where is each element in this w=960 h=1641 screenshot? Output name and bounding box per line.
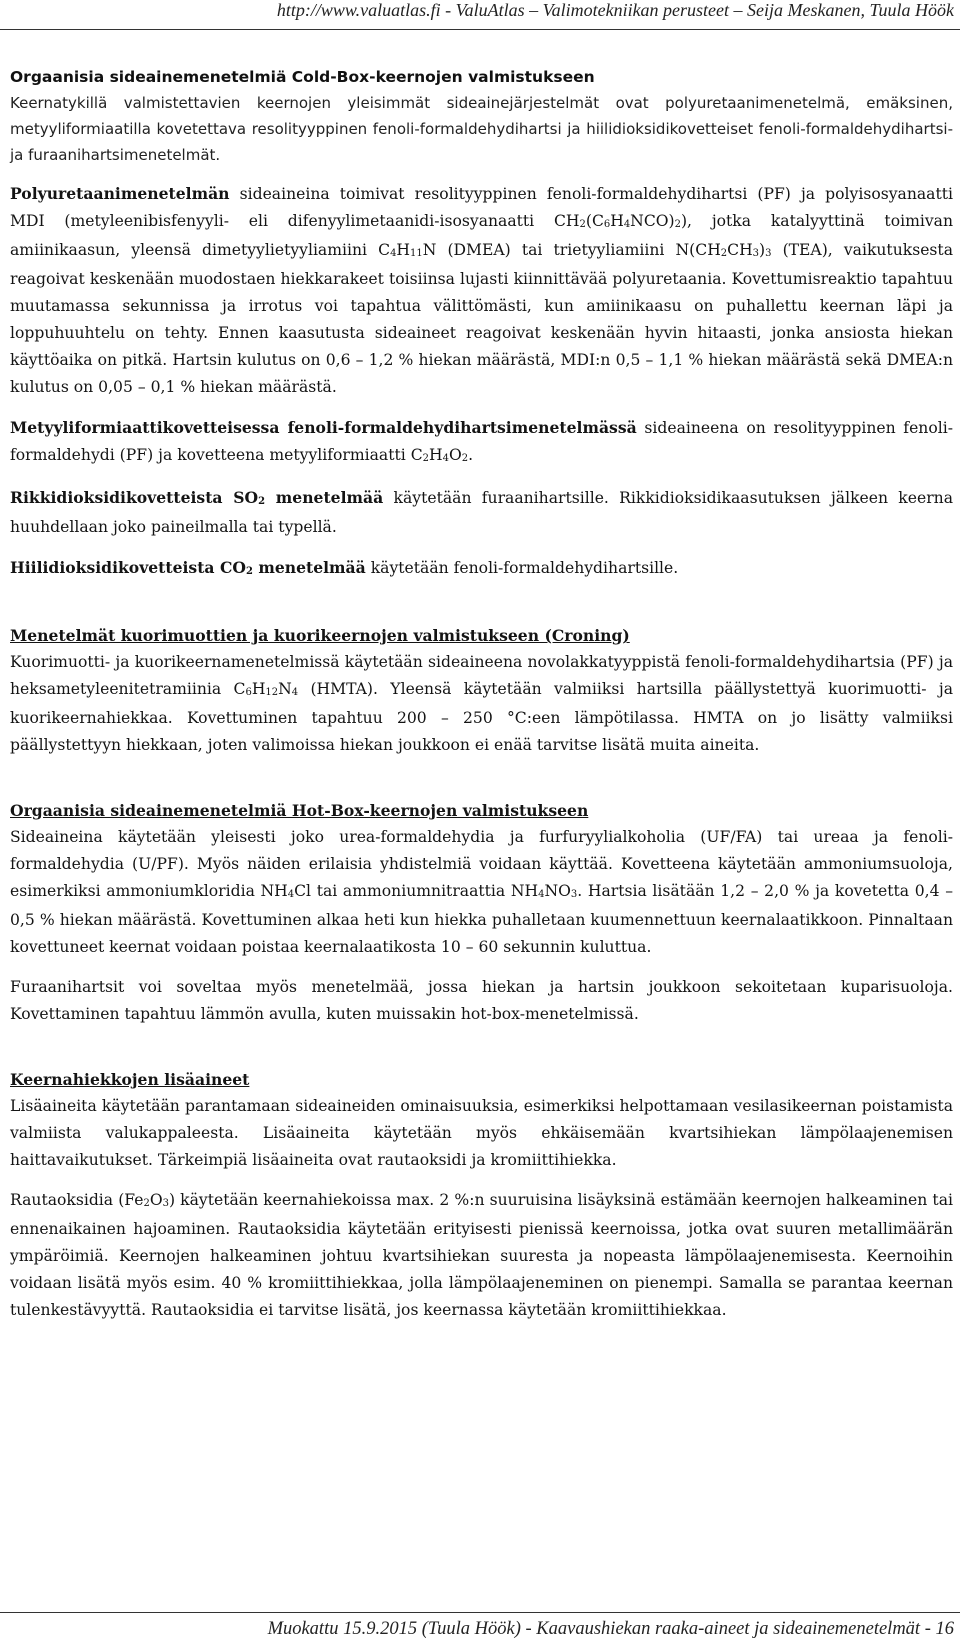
iron-oxide-paragraph: Rautaoksidia $(Fe_2O_3)$ käytetään keernahiekoissa max. 2 %:n suuruisina lisäyksinä estämään keernojen halkeaminen tai ennenaikainen hajoaminen. Rautaoksidia käytetään erityisesti pienissä keernoissa, jotka ovat suuren metallimäärän ympäröimiä. Keernojen halkeaminen johtuu kvartsihiekan suuresta ja nopeasta lämpölaajenemisesta. Keernoihin voidaan lisätä myös esim. 40 % kromiittihiekkaa, jolla lämpölaajeneminen on pienempi. Samalla se parantaa keernan tulenkestävyyttä. Rautaoksidia ei tarvitse lisätä, jos keernassa käytetään kromiittihiekkaa. [10, 1191, 953, 1319]
section-title-additives: Keernahiekkojen lisäaineet [10, 1070, 250, 1089]
section-title-croning: Menetelmät kuorimuottien ja kuorikeernojen valmistukseen (Croning) [10, 626, 630, 645]
document-body [10, 64, 953, 1324]
furan-copper-paragraph: Furaanihartsit voi soveltaa myös menetelmää, jossa hiekan ja hartsin joukkoon sekoitetaan kuparisuoloja. Kovettaminen tapahtuu lämmön avulla, kuten muissakin hot-box-menetelmissä. [10, 978, 953, 1023]
running-footer: Muokattu 15.9.2015 (Tuula Höök) - Kaavaushiekan raaka-aineet ja sideainemenetelmät - 16 [267, 1619, 954, 1639]
section-title-cold-box: Orgaanisia sideainemenetelmiä Cold-Box-keernojen valmistukseen [10, 68, 595, 86]
polyurethane-paragraph: Polyuretaanimenetelmän sideaineina toimivat resolityyppinen fenoli-formaldehydihartsi (PF) ja polyisosyanaatti MDI (metyleenibisfenyyli- eli difenyylimetaanidi-isosyanaatti $CH_2(C_6H_4NCO)_2$), jotka katalyyttinä toimivan amiinikaasun, yleensä dimetyylietyyliamiini $C_4H_{11}N$ (DMEA) tai trietyyliamiini $N(CH_2CH_3)_3$ (TEA), vaikutuksesta reagoivat keskenään muodostaen hiekkarakeet toisiinsa lujasti kiinnittävää polyuretaania. Kovettumisreaktio tapahtuu muutamassa sekunnissa ja irrotus voi tapahtua välittömästi, kun amiinikaasu on puhallettu keernan läpi ja loppuhuuhtelu on tehty. Ennen kaasutusta sideaineet reagoivat keskenään hyvin hitaasti, jonka ansiosta hiekan käyttöaika on pitkä. Hartsin kulutus on 0,6 – 1,2 % hiekan määrästä, MDI:n 0,5 – 1,1 % hiekan määrästä sekä DMEA:n kulutus on 0,05 – 0,1 % hiekan määrästä. [10, 184, 954, 396]
section-title-hot-box: Orgaanisia sideainemenetelmiä Hot-Box-keernojen valmistukseen [10, 801, 589, 820]
footer-rule [0, 1612, 960, 1613]
hot-box-paragraph: Sideaineina käytetään yleisesti joko urea-formaldehydia ja furfuryylialkoholia (UF/FA) tai ureaa ja fenoli-formaldehydia (U/PF). Myös näiden erilaisia yhdistelmiä voidaan käyttää. Kovetteena käytetään ammoniumsuoloja, esimerkiksi ammoniumkloridia $NH_4Cl$ tai ammoniumnitraattia $NH_4NO_3$. Hartsia lisätään 1,2 – 2,0 % ja kovetetta 0,4 – 0,5 % hiekan määrästä. Kovettuminen alkaa heti kun hiekka puhalletaan kuumennettuun keernalaatikkoon. Pinnaltaan kovettuneet keernat voidaan poistaa keernalaatikosta 10 – 60 sekunnin kuluttua. [10, 828, 954, 956]
co2-paragraph: Hiilidioksidikovetteista $CO_2$ menetelmää käytetään fenoli-formaldehydihartsille. [10, 558, 679, 578]
cold-box-intro: Keernatykillä valmistettavien keernojen yleisimmät sideainejärjestelmät ovat polyuretaanimenetelmä, emäksinen, metyyliformiaatilla kovetettava resolityyppinen fenoli-formaldehydihartsi ja hiilidioksidikovetteiset fenoli-formaldehydihartsi- ja furaanihartsimenetelmät. [10, 94, 953, 164]
running-header: http://www.valuatlas.fi - ValuAtlas – Valimotekniikan perusteet – Seija Meskanen, Tuula Höök [276, 0, 954, 20]
header-rule [0, 29, 960, 30]
additives-paragraph: Lisäaineita käytetään parantamaan sideaineiden ominaisuuksia, esimerkiksi helpottamaan vesilasikeernan poistamista valmiista valukappaleesta. Lisäaineita käytetään myös ehkäisemään kvartsihiekan lämpölaajenemisen haittavaikutukset. Tärkeimpiä lisäaineita ovat rautaoksidi ja kromiittihiekka. [10, 1097, 953, 1169]
so2-paragraph: Rikkidioksidikovetteista $SO_2$ menetelmää käytetään furaanihartsille. Rikkidioksidikaasutuksen jälkeen keerna huuhdellaan joko paineilmalla tai typellä. [10, 488, 953, 536]
methyl-formate-paragraph: Metyyliformiaattikovetteisessa fenoli-formaldehydihartsimenetelmässä sideaineena on resolityyppinen fenoli-formaldehydi (PF) ja kovetteena metyyliformiaatti $C_2H_4O_2$. [10, 418, 953, 465]
croning-paragraph: Kuorimuotti- ja kuorikeernamenetelmissä käytetään sideaineena novolakkatyyppistä fenoli-formaldehydihartsia (PF) ja heksametyleenitetramiinia $C_6H_{12}N_4$ (HMTA). Yleensä käytetään valmiiksi hartsilla päällystettyä kuorimuotti- ja kuorikeernahiekkaa. Kovettuminen tapahtuu 200 – 250 °C:een lämpötilassa. HMTA on jo lisätty valmiiksi päällystettyyn hiekkaan, joten valimoissa hiekan joukkoon ei enää tarvitse lisätä muita aineita. [10, 653, 953, 754]
